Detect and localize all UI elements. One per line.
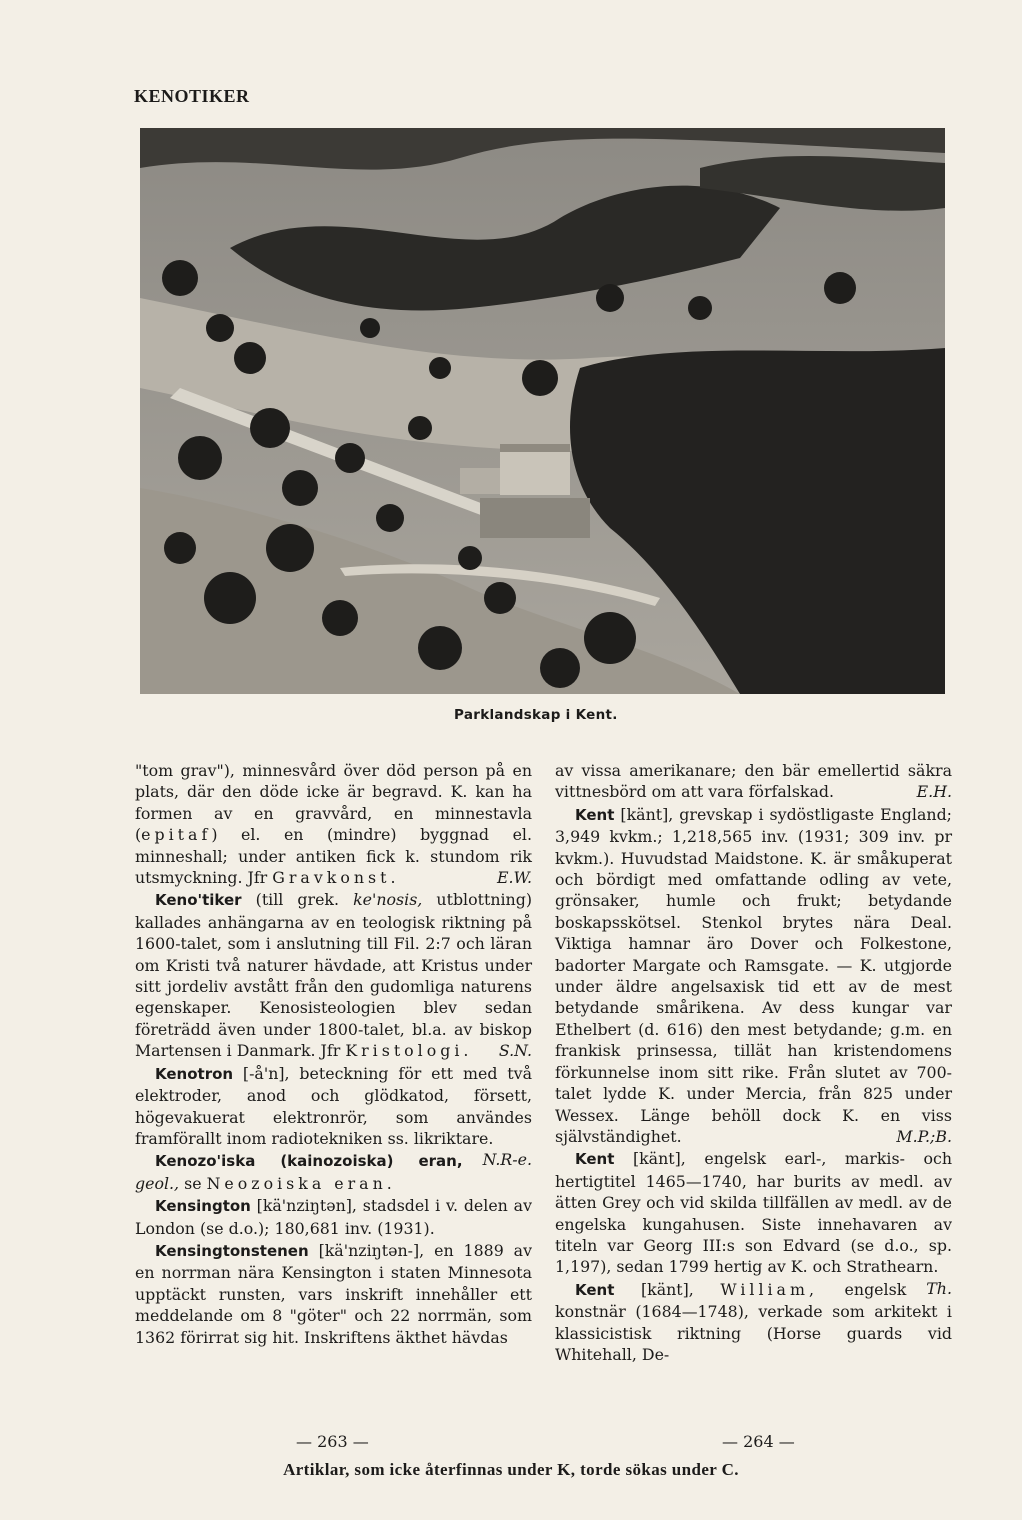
landscape-photo (140, 128, 945, 694)
running-head: KENOTIKER (134, 86, 250, 106)
entry-kensington: Kensington [kä'nziŋtən], stadsdel i v. delen av London (se d.o.); 180,681 inv. (1931). (135, 1196, 532, 1238)
entry-kenotiker: Keno'tiker (till grek. ke'nosis, utblottning) kallades anhängarna av en teologisk riktning på 1600-talet, som i anslutning till Fil. 2:7 och läran om Kristi två naturer hävdade, att Kristus under sitt jordeliv avstått från den gudomliga naturens egenskaper. Kenosisteologien blev sedan företrädd även under 1800-talet, bl.a. av biskop Martensen i Danmark. Jfr Kristologi. S.N. (135, 890, 532, 1061)
entry-kenozoiska: Kenozo'iska (kainozoiska) eran, geol., se Neozoiska eran. (135, 1152, 463, 1193)
entry-kensingtonstenen: Kensingtonstenen [kä'nziŋtən-], en 1889 av en norrman nära Kensington i staten Minnesota upptäckt runsten, vars inskrift innehåller ett meddelande om 8 "göter" och 22 norrmän, som 1362 förirrat sig hit. Inskriftens äkthet hävdas (135, 1240, 532, 1347)
entry-kent-william: Kent [känt], William, engelsk konstnär (1684—1748), verkade som arkitekt i klassicistisk riktning (Horse guards vid Whitehall, De- (555, 1279, 952, 1364)
left-column (135, 760, 532, 1348)
page-number-left: — 263 — (296, 1432, 369, 1451)
entry-kent-title: Kent [känt], engelsk earl-, markis- och hertigtitel 1465—1740, har burits av medl. av ätten Grey och vid skilda tillfällen av medl. av de engelska kungahusen. Siste innehavaren av titeln var Georg III:s son Edvard (se d.o., sp. 1,197), sedan 1799 hertig av K. och Strathearn. Th. (555, 1149, 952, 1298)
entry-kensingtonstenen-continuation: av vissa amerikanare; den bär emellertid säkra vittnesbörd om att vara förfalskad. E.H. (555, 761, 952, 802)
photo-caption: Parklandskap i Kent. (454, 707, 618, 723)
right-column (555, 760, 952, 1365)
entry-kenotron: Kenotron [-å'n], beteckning för ett med två elektroder, anod och glödkatod, försett, högevakuerat elektronrör, som användes framförallt inom radiotekniken ss. likriktare. N.R-e. (135, 1063, 532, 1170)
footer-note: Artiklar, som icke återfinnas under K, torde sökas under C. (283, 1460, 739, 1479)
entry-kent-county: Kent [känt], grevskap i sydöstligaste England; 3,949 kvkm.; 1,218,565 inv. (1931; 309 inv. pr kvkm.). Huvudstad Maidstone. K. är småkuperat och bördigt med omfattande odling av vete, grönsaker, humle och frukt; betydande boskapsskötsel. Stenkol brytes nära Deal. Viktiga hamnar äro Dover och Folkestone, badorter Margate och Ramsgate. — K. utgjorde under äldre angelsaxisk tid ett av de mest betydande smårikena. Av dess kungar var Ethelbert (d. 616) den mest betydande; g.m. en frankisk prinsessa, tillät han kristendomens förkunnelse inom sitt rike. Från slutet av 700-talet lydde K. under Mercia, från 825 under Wessex. Länge behöll dock K. en viss självständighet. M.P.;B. (555, 804, 952, 1146)
page-number-right: — 264 — (722, 1432, 795, 1451)
landscape-illustration (140, 128, 945, 694)
entry-kenotaf-continuation: "tom grav"), minnesvård över död person på en plats, där den döde icke är begravd. K. kan ha formen av en gravvård, en minnestavla (epitaf) el. en (mindre) byggnad el. minneshall; under antiken fick k. stundom rik utsmyckning. Jfr Gravkonst. E.W. (135, 761, 532, 888)
